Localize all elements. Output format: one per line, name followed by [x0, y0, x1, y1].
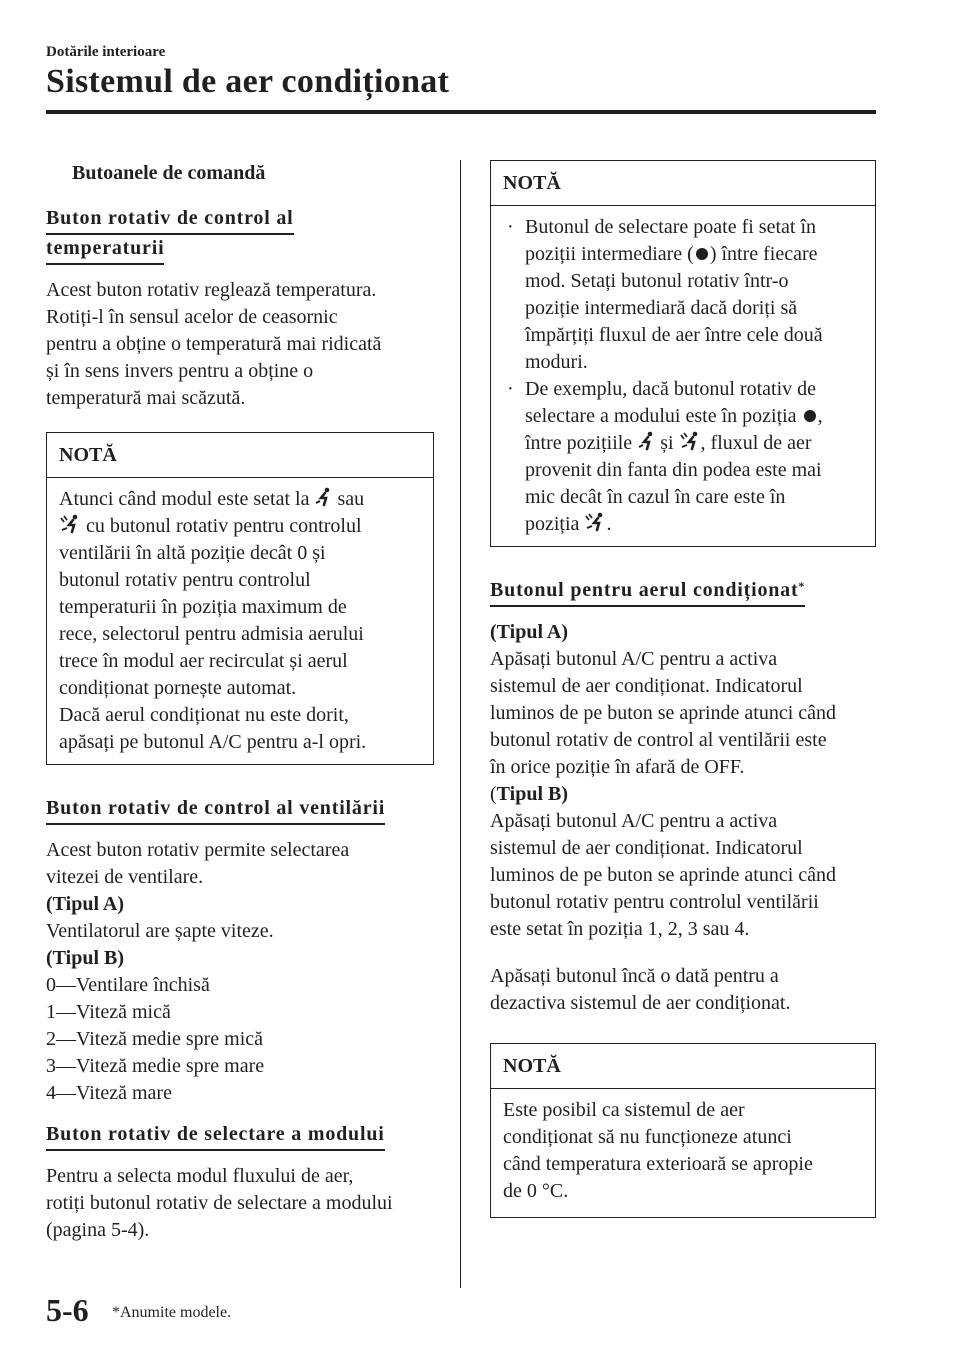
text-line: poziția: [525, 513, 580, 535]
text-line: luminos de pe buton se aprinde atunci când: [490, 864, 837, 886]
text-line: și în sens invers pentru a obține o: [46, 360, 314, 382]
footnote-mark: *: [798, 579, 806, 593]
fan-heading-text: Buton rotativ de control al ventilării: [46, 795, 385, 825]
ac-heading: [490, 577, 876, 607]
note-title: NOTĂ: [47, 433, 433, 478]
note-body: [491, 206, 875, 546]
mode-heading-text: Buton rotativ de selectare a modului: [46, 1121, 385, 1151]
text-line: butonul rotativ pentru controlul ventilării: [490, 891, 819, 913]
text-line: Ventilatorul are șapte viteze.: [46, 920, 274, 942]
text-line: rece, selectorul pentru admisia aerului: [59, 623, 364, 645]
note-bullet: · De exemplu, dacă butonul rotativ de selectare a modului este în poziția , între pozițiile și , fluxul de aer provenit din fanta din podea este mai mic decât în cazul în care este în poziția .: [503, 376, 863, 538]
subheading-controls: Butoanele de comandă: [72, 162, 266, 184]
text-line: butonul rotativ pentru controlul: [59, 569, 311, 591]
mode-paragraph: [46, 1163, 434, 1244]
floor-mode-icon: [637, 431, 655, 451]
note-body: [491, 1089, 875, 1217]
text-line: provenit din fanta din podea este mai: [525, 459, 822, 481]
ac-heading-text: Butonul pentru aerul condiționat: [490, 579, 799, 601]
text-line: între pozițiile: [525, 432, 633, 454]
note-box-3: [490, 1043, 876, 1218]
page-number: 5-6: [46, 1292, 89, 1328]
ac-off-paragraph: [490, 963, 876, 1017]
temperature-paragraph: [46, 277, 434, 412]
text-line: trece în modul aer recirculat și aerul: [59, 650, 348, 672]
text-line: ) între fiecare: [709, 243, 818, 265]
note-box-1: [46, 432, 434, 765]
text-line: temperatură mai scăzută.: [46, 387, 246, 409]
right-column: [490, 160, 876, 1248]
text-line: butonul rotativ de control al ventilării este: [490, 729, 827, 751]
fan-speed-item: 3―Viteză medie spre mare: [46, 1055, 265, 1077]
text-line: (: [490, 783, 497, 805]
note-body: [47, 478, 433, 764]
text-line: Este posibil ca sistemul de aer: [503, 1099, 745, 1121]
text-line: sistemul de aer condiționat. Indicatorul: [490, 675, 803, 697]
temperature-heading-line1: Buton rotativ de control al: [46, 205, 294, 235]
text-line: Acest buton rotativ reglează temperatura.: [46, 279, 377, 301]
floor-mode-icon: [314, 487, 332, 507]
temperature-heading-line2: temperaturii: [46, 235, 164, 265]
fan-speed-item: 2―Viteză medie spre mică: [46, 1028, 264, 1050]
text-line: condiționat să nu funcționeze atunci: [503, 1126, 792, 1148]
text-line: când temperatura exterioară se apropie: [503, 1153, 813, 1175]
text-line: poziții intermediare (: [525, 243, 694, 265]
type-a-label: (Tipul A): [490, 621, 568, 643]
chapter-title: Sistemul de aer condiționat: [46, 63, 450, 100]
text-line: luminos de pe buton se aprinde atunci când: [490, 702, 837, 724]
text-line: împărțiți fluxul de aer între cele două: [525, 324, 823, 346]
text-line: Acest buton rotativ permite selectarea: [46, 839, 350, 861]
floor-defrost-mode-icon: [679, 431, 701, 451]
text-line: (pagina 5-4).: [46, 1219, 150, 1241]
fan-speed-item: 0―Ventilare închisă: [46, 974, 210, 996]
fan-heading: [46, 795, 434, 825]
intermediate-position-icon: [696, 248, 708, 260]
text-line: Apăsați butonul A/C pentru a activa: [490, 648, 778, 670]
text-line: în orice poziție în afară de OFF.: [490, 756, 745, 778]
text-line: este setat în poziția 1, 2, 3 sau 4.: [490, 918, 750, 940]
temperature-heading: [46, 205, 434, 265]
type-a-label: (Tipul A): [46, 893, 124, 915]
note-title: NOTĂ: [491, 1044, 875, 1089]
floor-defrost-mode-icon: [584, 512, 606, 532]
left-column: [46, 160, 434, 1264]
fan-speed-item: 1―Viteză mică: [46, 1001, 171, 1023]
text-line: cu butonul rotativ pentru controlul: [86, 515, 362, 537]
text-line: Apăsați butonul încă o dată pentru a: [490, 965, 779, 987]
text-line: Atunci când modul este setat la: [59, 488, 310, 510]
fan-paragraph: [46, 837, 434, 1107]
text-line: ,: [817, 405, 823, 427]
note-bullet: · Butonul de selectare poate fi setat în poziții intermediare ( ) între fiecare mod. Setați butonul rotativ într-o poziție intermediară dacă doriți să împărțiți fluxul de aer între cele două moduri.: [503, 214, 863, 376]
column-divider: [460, 160, 461, 1288]
type-b-label: (Tipul B): [46, 947, 124, 969]
text-line: condiționat pornește automat.: [59, 677, 297, 699]
note-box-2: [490, 160, 876, 547]
text-line: Rotiți-l în sensul acelor de ceasornic: [46, 306, 338, 328]
text-line: Butonul de selectare poate fi setat în: [525, 216, 817, 238]
text-line: mod. Setați butonul rotativ într-o: [525, 270, 789, 292]
ac-paragraph: [490, 619, 876, 943]
text-line: Apăsați butonul A/C pentru a activa: [490, 810, 778, 832]
text-line: poziție intermediară dacă doriți să: [525, 297, 798, 319]
text-line: ventilării în altă poziție decât 0 și: [59, 542, 326, 564]
text-line: De exemplu, dacă butonul rotativ de: [525, 378, 817, 400]
fan-speed-item: 4―Viteză mare: [46, 1082, 172, 1104]
mode-heading: [46, 1121, 434, 1151]
floor-defrost-mode-icon: [59, 514, 81, 534]
footnote: *Anumite modele.: [112, 1304, 232, 1321]
text-line: vitezei de ventilare.: [46, 866, 204, 888]
text-line: și: [660, 432, 674, 454]
text-line: , fluxul de aer: [700, 432, 812, 454]
text-line: .: [606, 513, 612, 535]
text-line: sistemul de aer condiționat. Indicatorul: [490, 837, 803, 859]
text-line: Dacă aerul condiționat nu este dorit,: [59, 704, 349, 726]
text-line: de 0 °C.: [503, 1180, 569, 1202]
note-title: NOTĂ: [491, 161, 875, 206]
section-label: Dotările interioare: [46, 44, 166, 60]
text-line: mic decât în cazul în care este în: [525, 486, 786, 508]
text-line: moduri.: [525, 351, 588, 373]
title-rule: [46, 110, 876, 114]
text-line: rotiți butonul rotativ de selectare a modului: [46, 1192, 393, 1214]
text-line: dezactiva sistemul de aer condiționat.: [490, 992, 791, 1014]
text-line: sau: [337, 488, 365, 510]
text-line: pentru a obține o temperatură mai ridicată: [46, 333, 382, 355]
text-line: Pentru a selecta modul fluxului de aer,: [46, 1165, 354, 1187]
type-b-label: Tipul B): [496, 783, 569, 805]
text-line: apăsați pe butonul A/C pentru a-l opri.: [59, 731, 367, 753]
text-line: selectare a modului este în poziția: [525, 405, 797, 427]
text-line: temperaturii în poziția maximum de: [59, 596, 347, 618]
intermediate-position-icon: [804, 410, 816, 422]
